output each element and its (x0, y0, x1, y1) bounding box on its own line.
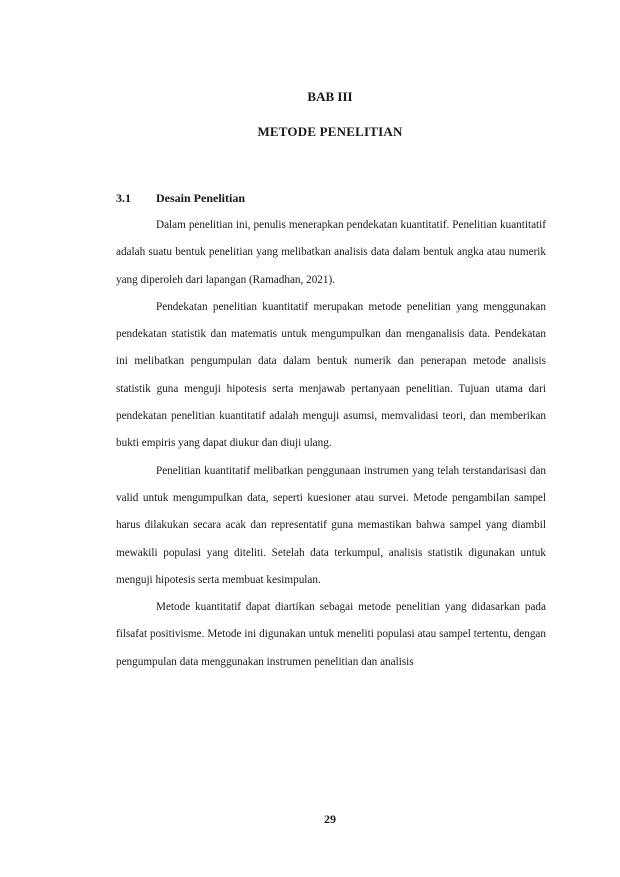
paragraph: Pendekatan penelitian kuantitatif merupakan metode penelitian yang menggunakan pendekatan statistik dan matematis untuk mengumpulkan dan menganalisis data. Pendekatan ini melibatkan pengumpulan data dalam bentuk numerik dan penerapan metode analisis statistik guna menguji hipotesis serta menjawab pertanyaan penelitian. Tujuan utama dari pendekatan penelitian kuantitatif adalah menguji asumsi, memvalidasi teori, dan memberikan bukti empiris yang dapat diukur dan diuji ulang. (116, 300, 546, 450)
paragraph: Metode kuantitatif dapat diartikan sebagai metode penelitian yang didasarkan pada filsafat positivisme. Metode ini digunakan untuk meneliti populasi atau sampel tertentu, dengan pengumpulan data menggunakan instrumen penelitian dan analisis (116, 601, 546, 668)
body-text (116, 212, 546, 676)
paragraph: Dalam penelitian ini, penulis menerapkan pendekatan kuantitatif. Penelitian kuantitatif adalah suatu bentuk penelitian yang melibatkan analisis data dalam bentuk angka atau numerik yang diperoleh dari lapangan (Ramadhan, 2021). (116, 219, 546, 286)
section-title: Desain Penelitian (156, 191, 245, 205)
chapter-title: METODE PENELITIAN (257, 124, 403, 139)
section-heading (116, 191, 245, 206)
chapter-number: BAB III (307, 89, 353, 104)
section-number: 3.1 (116, 191, 131, 205)
page-number: 29 (324, 812, 336, 826)
paragraph: Penelitian kuantitatif melibatkan penggunaan instrumen yang telah terstandarisasi dan valid untuk mengumpulkan data, seperti kuesioner atau survei. Metode pengambilan sampel harus dilakukan secara acak dan representatif guna memastikan bahwa sampel yang diambil mewakili populasi yang diteliti. Setelah data terkumpul, analisis statistik digunakan untuk menguji hipotesis serta membuat kesimpulan. (116, 464, 546, 586)
